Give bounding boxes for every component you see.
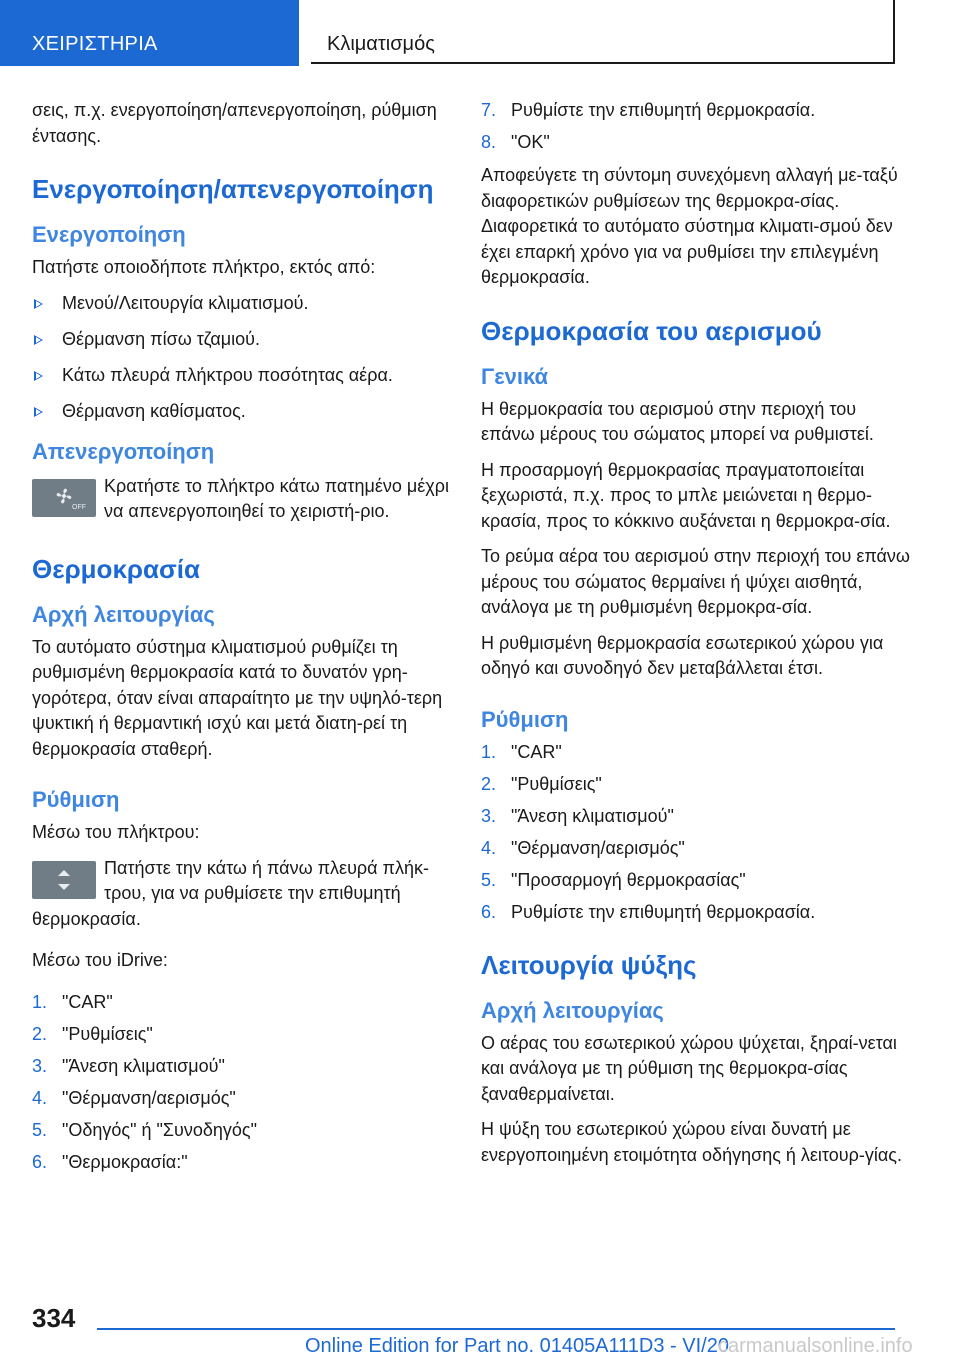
list-item: Κάτω πλευρά πλήκτρου ποσότητας αέρα. — [32, 363, 462, 388]
general-text-2: Η προσαρμογή θερμοκρασίας πραγματοποιείται ξεχωριστά, π.χ. προς το μπλε μειώνεται η θερμο-κρασία, προς το κόκκινο αυξάνεται η θερμοκρα-σία. — [481, 459, 891, 531]
general-text-3: Το ρεύμα αέρα του αερισμού στην περιοχή του επάνω μέρους του σώματος θερμαίνει ή ψύχει αισθητά, ανάλογα με τη ρυθμισμένη θερμοκρα-σία. — [481, 546, 910, 617]
list-item: Μενού/Λειτουργία κλιματισμού. — [32, 291, 462, 316]
heading-cooling-function: Λειτουργία ψύξης — [481, 949, 697, 980]
up-down-arrows-icon — [32, 861, 96, 899]
idrive-steps-list — [32, 990, 462, 1175]
header-chapter-title: Κλιματισμός — [311, 0, 895, 64]
edition-text: Online Edition for Part no. 01405A111D3 - VI/20 — [305, 1335, 729, 1357]
list-item: 3. "Άνεση κλιματισμού" — [481, 805, 674, 826]
right-column — [481, 98, 911, 1178]
switch-off-paragraph: OFF Κρατήστε το πλήκτρο κάτω πατημένο μέχρι να απενεργοποιηθεί το χειριστή-ριο. — [32, 474, 462, 525]
via-idrive-text: Μέσω του iDrive: — [32, 950, 168, 970]
heading-setting-right: Ρύθμιση — [481, 706, 569, 732]
list-item: 1. "CAR" — [32, 991, 113, 1012]
heading-setting: Ρύθμιση — [32, 787, 120, 812]
fan-off-button-icon — [32, 479, 96, 517]
heading-switch-off: Απενεργοποίηση — [32, 438, 215, 464]
cooling-text-2: Η ψύξη του εσωτερικού χώρου είναι δυνατή με ενεργοποιημένη ετοιμότητα οδήγησης ή λειτουρ-γίας. — [481, 1119, 902, 1165]
general-text-4: Η ρυθμισμένη θερμοκρασία εσωτερικού χώρου για οδηγό και συνοδηγό δεν μεταβάλλεται έτσι. — [481, 632, 884, 678]
setting-steps-list — [481, 740, 911, 925]
left-column — [32, 98, 462, 1189]
list-item: 5. "Προσαρμογή θερμοκρασίας" — [481, 869, 746, 890]
heading-vent-temperature: Θερμοκρασία του αερισμού — [481, 315, 822, 346]
page-number: 334 — [32, 1303, 76, 1333]
triangle-bullet-icon — [34, 407, 43, 417]
list-item: 7. Ρυθμίστε την επιθυμητή θερμοκρασία. — [481, 100, 816, 120]
list-item: 6. Ρυθμίστε την επιθυμητή θερμοκρασία. — [481, 901, 816, 922]
heading-switch-on: Ενεργοποίηση — [32, 222, 186, 247]
button-paragraph: Πατήστε την κάτω ή πάνω πλευρά πλήκ-τρου, για να ρυθμίσετε την επιθυμητή θερμοκρασία. — [32, 857, 429, 929]
list-item: 6. "Θερμοκρασία:" — [32, 1151, 188, 1172]
switch-on-text: Πατήστε οποιοδήποτε πλήκτρο, εκτός από: — [32, 257, 376, 277]
off-label: OFF — [72, 503, 86, 511]
triangle-bullet-icon — [34, 299, 43, 309]
exception-list — [32, 291, 462, 424]
header-section-tab: ΧΕΙΡΙΣΤΗΡΙΑ — [0, 0, 299, 66]
list-item: Θέρμανση καθίσματος. — [32, 399, 462, 424]
principle-text: Το αυτόματο σύστημα κλιματισμού ρυθμίζει τη ρυθμισμένη θερμοκρασία κατά το δυνατόν γρη-γορότερα, όταν είναι απαραίτητο με την υψηλό-τερη ψυκτική ή θερμαντική ισχύ και μετά διατη-ρεί τη θερμοκρασία σταθερή. — [32, 636, 443, 759]
continued-steps-list — [481, 98, 911, 155]
list-item: 1. "CAR" — [481, 741, 562, 762]
footer-divider — [97, 1328, 895, 1330]
list-item: 8. "OK" — [481, 132, 550, 152]
cooling-text-1: Ο αέρας του εσωτερικού χώρου ψύχεται, ξηραί-νεται και ανάλογα με τη ρύθμιση της θερμοκρα-σίας ξαναθερμαίνεται. — [481, 1032, 897, 1104]
list-item: 4. "Θέρμανση/αερισμός" — [481, 837, 685, 858]
heading-principle-right: Αρχή λειτουργίας — [481, 997, 664, 1023]
heading-general: Γενικά — [481, 363, 549, 389]
fan-icon — [32, 479, 96, 517]
watermark: carmanualsonline.info — [718, 1335, 913, 1357]
list-item: 3. "Άνεση κλιματισμού" — [32, 1055, 225, 1076]
triangle-bullet-icon — [34, 335, 43, 345]
list-item: Θέρμανση πίσω τζαμιού. — [32, 327, 462, 352]
intro-paragraph: σεις, π.χ. ενεργοποίηση/απενεργοποίηση, ρύθμιση έντασης. — [32, 100, 437, 146]
triangle-bullet-icon — [34, 371, 43, 381]
general-text-1: Η θερμοκρασία του αερισμού στην περιοχή του επάνω μέρους του σώματος μπορεί να ρυθμιστεί. — [481, 398, 874, 444]
avoid-text: Αποφεύγετε τη σύντομη συνεχόμενη αλλαγή με-ταξύ διαφορετικών ρυθμίσεων της θερμοκρα-σίας. Διαφορετικά το αυτόματο σύστημα κλιματι-σμού δεν έχει επαρκή χρόνο για να ρυθμίσει την επιλεγμένη θερμοκρασία. — [481, 165, 898, 287]
list-item: 2. "Ρυθμίσεις" — [481, 773, 602, 794]
via-button-text: Μέσω του πλήκτρου: — [32, 822, 200, 842]
heading-principle: Αρχή λειτουργίας — [32, 601, 215, 627]
list-item: 2. "Ρυθμίσεις" — [32, 1023, 153, 1044]
heading-temperature: Θερμοκρασία — [32, 553, 200, 584]
list-item: 4. "Θέρμανση/αερισμός" — [32, 1087, 236, 1108]
heading-on-off: Ενεργοποίηση/απενεργοποίηση — [32, 174, 434, 204]
temperature-rocker-button-icon — [32, 861, 96, 899]
list-item: 5. "Οδηγός" ή "Συνοδηγός" — [32, 1119, 257, 1140]
